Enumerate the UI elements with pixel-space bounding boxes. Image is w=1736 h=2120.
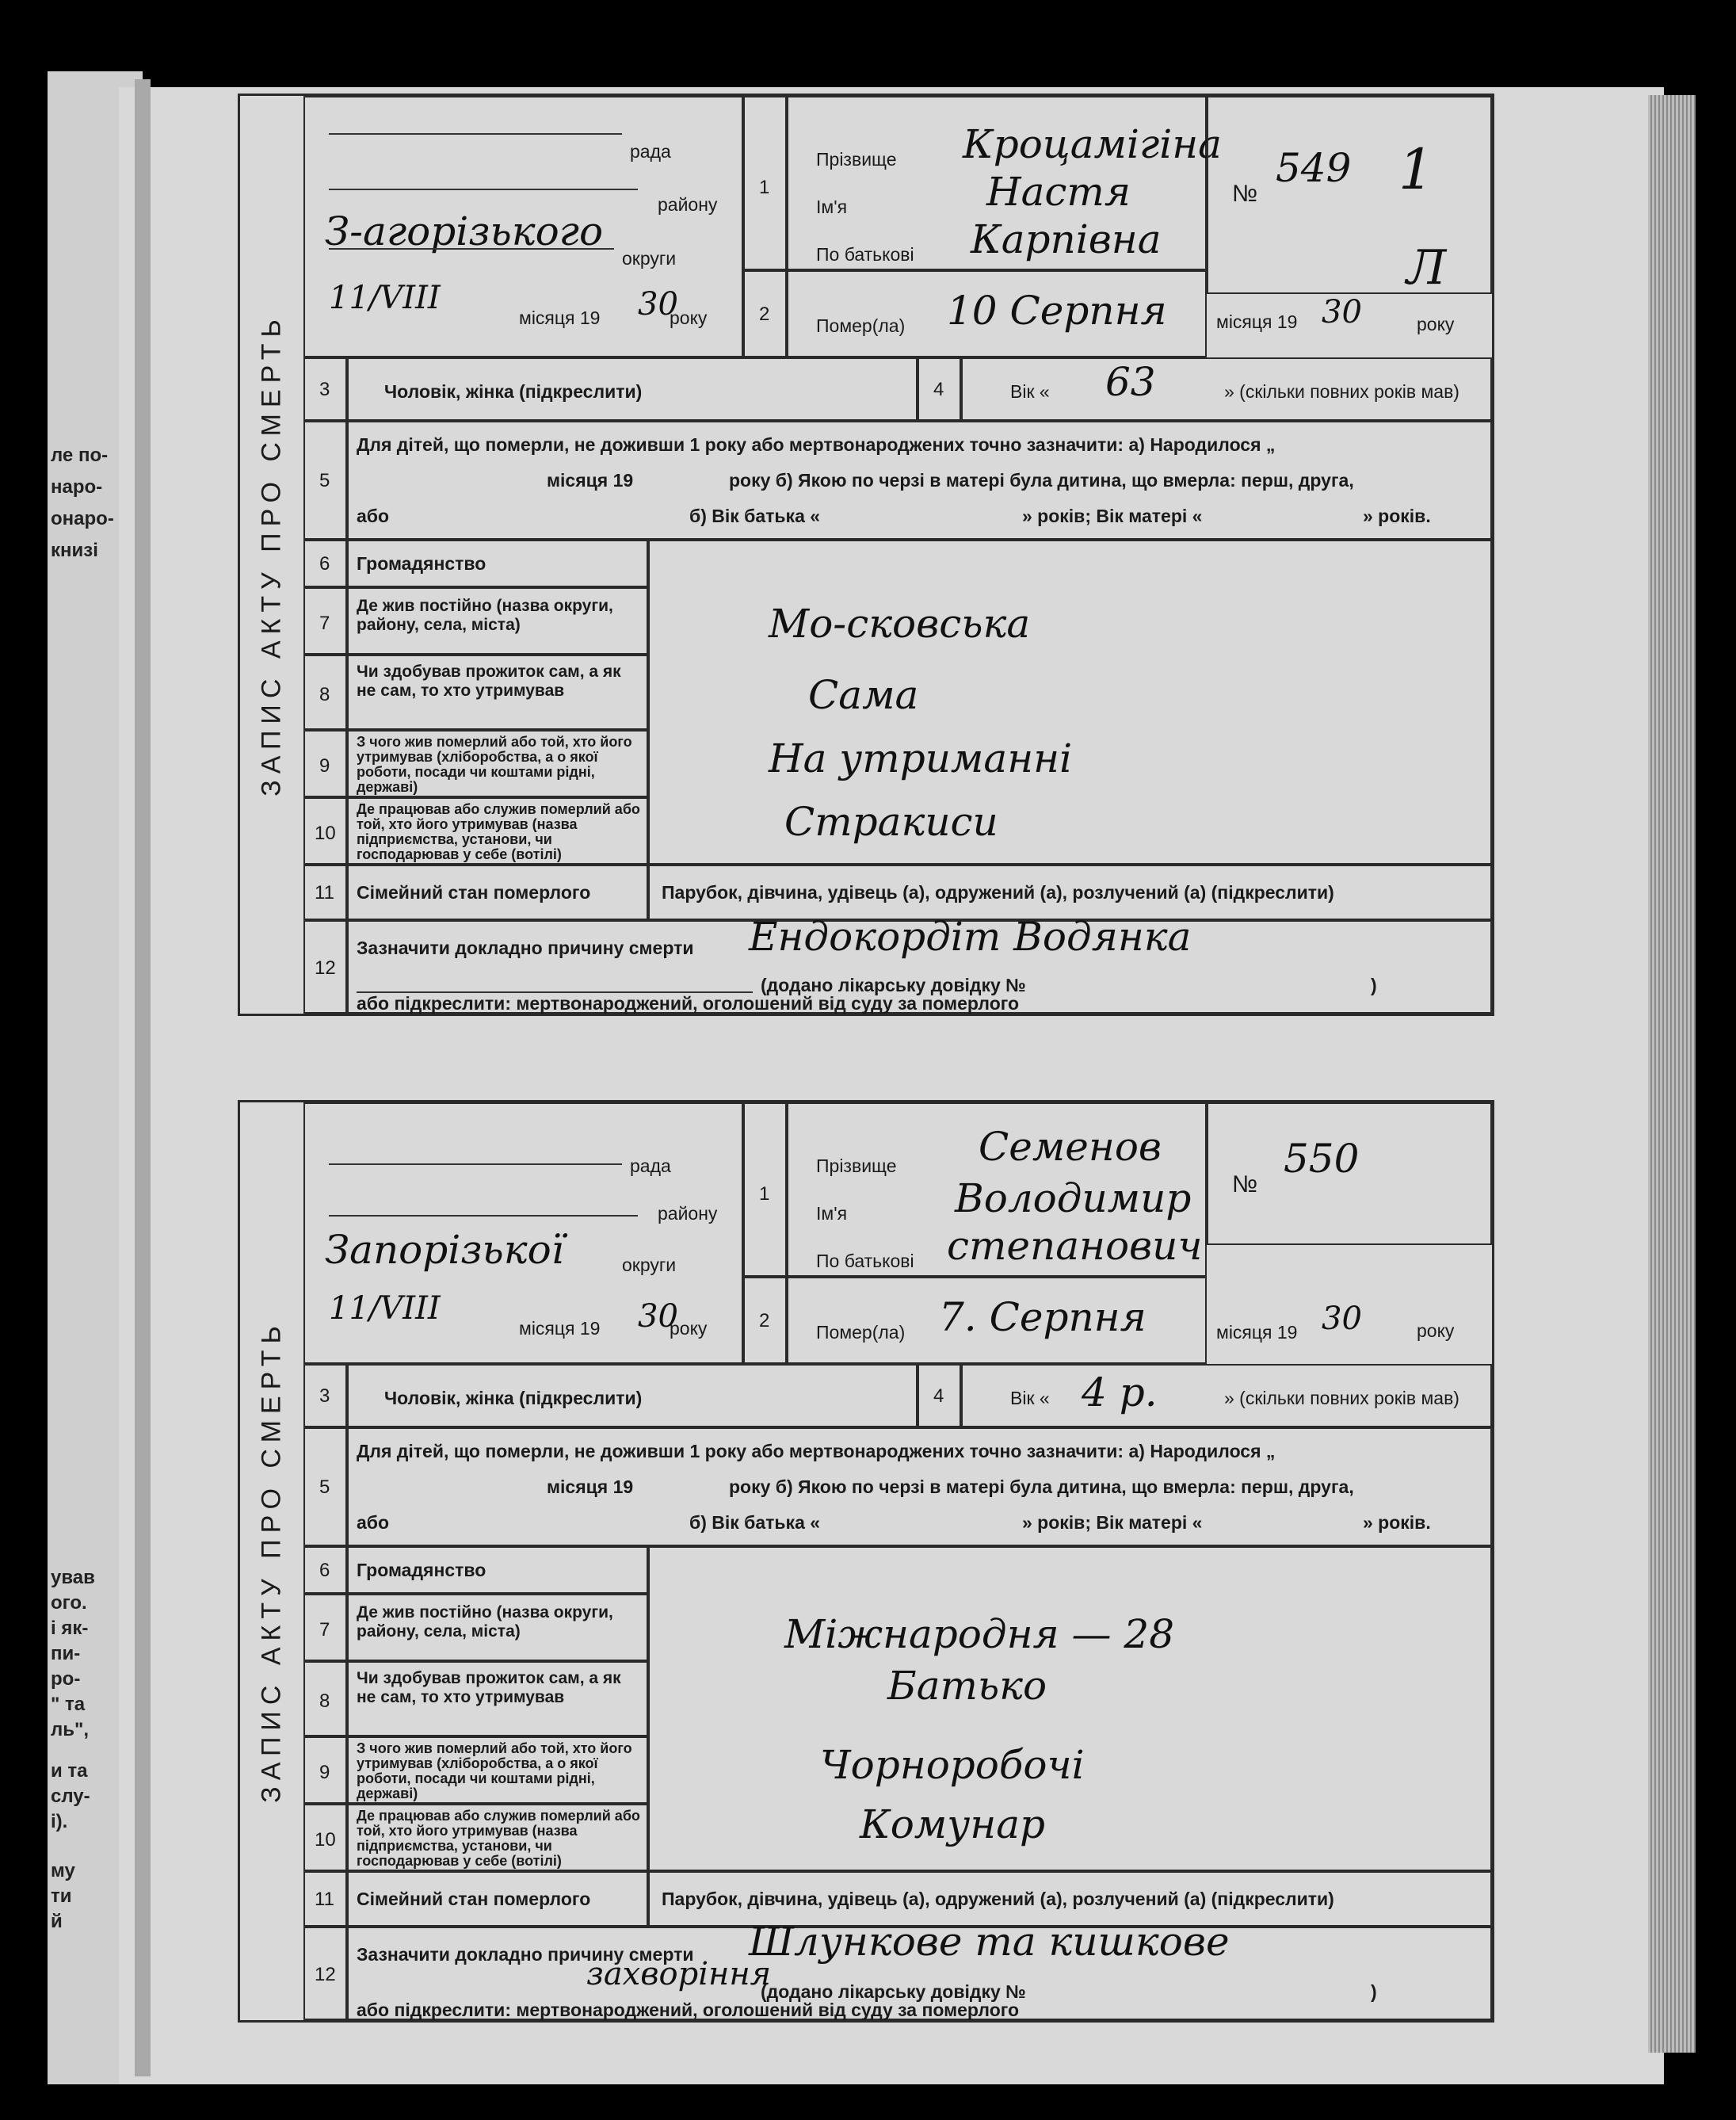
name-handwritten: Володимир	[955, 1175, 1192, 1221]
children-info: Для дітей, що померли, не доживши 1 року або мертвонароджених точно зазначити: а) Народилося „ місяця 19 року б) Якою по черзі в матері була дитина, що вмерла: перш, друга, або б) Вік батька « » років; Вік матері « » років.	[347, 421, 1492, 540]
sex-label: Чоловік, жінка (підкреслити)	[384, 1388, 643, 1408]
page-edges	[1648, 95, 1696, 2053]
residence-handwritten: Мо-сковська	[769, 601, 1031, 647]
residence-handwritten: Міжнародня — 28	[784, 1611, 1175, 1657]
death-date-block: Помер(ла) 7. Серпня місяця 19	[787, 1277, 1207, 1364]
marital-options: Парубок, дівчина, удівець (а), одружений (а), розлучений (а) (підкреслити)	[662, 1889, 1334, 1909]
source-handwritten: Чорноробочі	[820, 1742, 1085, 1788]
margin-fragment-bottom: ував ого. і як- пи- ро- " та ль", и та слу- і). му ти й	[51, 1567, 95, 1932]
record-number: 550	[1284, 1136, 1360, 1182]
record-vertical-title: ЗАПИС АКТУ ПРО СМЕРТЬ	[240, 96, 305, 1014]
sex-label: Чоловік, жінка (підкреслити)	[384, 381, 643, 402]
marital-options: Парубок, дівчина, удівець (а), одружений (а), розлучений (а) (підкреслити)	[662, 882, 1334, 903]
name-handwritten: Настя	[986, 169, 1131, 215]
age-handwritten: 63	[1105, 359, 1156, 405]
margin-fragment-top: ле по- наро- онаро- книзі	[51, 445, 114, 561]
registration-date: 11/VIII	[329, 1290, 441, 1327]
death-record-1: ЗАПИС АКТУ ПРО СМЕРТЬ рада району З-агорізького округи 11/VIII місяця 19 30 року 1 2 Прізвище Ім'я По батькові Кроцамігіна Настя Карпівна № 549 1 Л Помер(ла) 10 Серпня місяця 19 30 року 3 Чоловік, жінка (підкреслити) 4 Вік « 63 » (скільки повних років мав) 5 Для дітей, що померли, не доживши 1 року або мертвонароджених точно зазначити: а) Народилося „ місяця 19 року б) Якою по черзі в матері була дитина, що вмерла: перш, друга, або б) Вік батька « » років; Вік матері « » років. 6 Громадянство 7 Де жив постійно (назва округи, району, села, міста) 8 Чи здобував прожиток сам, а як не сам, то хто утримував 9 З чого жив померлий або той, хто його утримував (хліборобства, а о якої роботи, посади чи коштами рідні, державі) 10 Де працював або служив померлий або той, хто його утримував (назва підприємства, установи, чи господарював у себе (вотілі) Мо-сковська Сама На утриманні Стракиси 11 Сімейний стан померлого Парубок, дівчина, удівець (а), одружений (а), розлучений (а) (підкреслити) 12 Зазначити докладно причину смерти Ендокордіт Водянка (додано лікарську довідку № ) або підкреслити: мертвонароджений, оголошений від суду за померлого	[238, 94, 1494, 1016]
livelihood-handwritten: Сама	[808, 672, 919, 718]
surname-handwritten: Кроцамігіна	[963, 121, 1222, 167]
death-date-block: Помер(ла) 10 Серпня місяця 19	[787, 270, 1207, 357]
record-number: 549	[1276, 145, 1352, 191]
livelihood-handwritten: Батько	[887, 1663, 1047, 1709]
page-gutter	[135, 79, 151, 2076]
cause-handwritten-2: захворіння	[586, 1956, 772, 1992]
workplace-handwritten: Комунар	[860, 1801, 1046, 1847]
children-info: Для дітей, що померли, не доживши 1 року або мертвонароджених точно зазначити: а) Народилося „ місяця 19 року б) Якою по черзі в матері була дитина, що вмерла: перш, друга, або б) Вік батька « » років; Вік матері « » років.	[347, 1427, 1492, 1546]
okruha-handwritten: З-агорізького	[325, 208, 604, 254]
surname-handwritten: Семенов	[979, 1124, 1162, 1170]
name-block: Прізвище Ім'я По батькові Семенов Володимир степанович	[787, 1102, 1207, 1277]
death-day-handwritten: 10 Серпня	[947, 288, 1167, 334]
council-block: рада району З-агорізького округи 11/VIII місяця 19 30 року	[303, 96, 743, 357]
death-day-handwritten: 7. Серпня	[939, 1294, 1147, 1340]
record-vertical-title: ЗАПИС АКТУ ПРО СМЕРТЬ	[240, 1102, 305, 2020]
cause-handwritten: Шлункове та кишкове	[749, 1919, 1230, 1965]
cause-handwritten: Ендокордіт Водянка	[749, 914, 1192, 960]
council-block: рада району Запорізької округи 11/VIII місяця 19 30 року	[303, 1102, 743, 1364]
record-number-block: № 550	[1207, 1102, 1492, 1245]
source-handwritten: На утриманні	[769, 735, 1073, 781]
death-record-2: ЗАПИС АКТУ ПРО СМЕРТЬ рада району Запорізької округи 11/VIII місяця 19 30 року 1 2 Прізвище Ім'я По батькові Семенов Володимир степанович № 550 Помер(ла) 7. Серпня місяця 19 30 року 3 Чоловік, жінка (підкреслити) 4 Вік « 4 р. » (скільки повних років мав) 5 Для дітей, що померли, не доживши 1 року або мертвонароджених точно зазначити: а) Народилося „ місяця 19 року б) Якою по черзі в матері була дитина, що вмерла: перш, друга, або б) Вік батька « » років; Вік матері « » років. 6 Громадянство 7 Де жив постійно (назва округи, району, села, міста) 8 Чи здобував прожиток сам, а як не сам, то хто утримував 9 З чого жив померлий або той, хто його утримував (хліборобства, а о якої роботи, посади чи коштами рідні, державі) 10 Де працював або служив померлий або той, хто його утримував (назва підприємства, установи, чи господарював у себе (вотілі) Міжнародня — 28 Батько Чорноробочі Комунар 11 Сімейний стан померлого Парубок, дівчина, удівець (а), одружений (а), розлучений (а) (підкреслити) 12 Зазначити докладно причину смерти Шлункове та кишкове захворіння (додано лікарську довідку № ) або підкреслити: мертвонароджений, оголошений від суду за померлого	[238, 1100, 1494, 2023]
age-handwritten: 4 р.	[1082, 1369, 1158, 1415]
cause-of-death: Зазначити докладно причину смерти Шлункове та кишкове захворіння (додано лікарську довідку № ) або підкреслити: мертвонароджений, оголошений від суду за померлого	[347, 1927, 1492, 2020]
name-block: Прізвище Ім'я По батькові Кроцамігіна Настя Карпівна	[787, 96, 1207, 270]
workplace-handwritten: Стракиси	[784, 799, 998, 845]
patronymic-handwritten: Карпівна	[971, 216, 1162, 262]
record-number-block: № 549 1 Л	[1207, 96, 1492, 294]
registration-date: 11/VIII	[329, 280, 441, 316]
cause-of-death: Зазначити докладно причину смерти Ендокордіт Водянка (додано лікарську довідку № ) або підкреслити: мертвонароджений, оголошений від суду за померлого	[347, 920, 1492, 1014]
okruha-handwritten: Запорізької	[325, 1227, 564, 1273]
patronymic-handwritten: степанович	[947, 1223, 1203, 1269]
